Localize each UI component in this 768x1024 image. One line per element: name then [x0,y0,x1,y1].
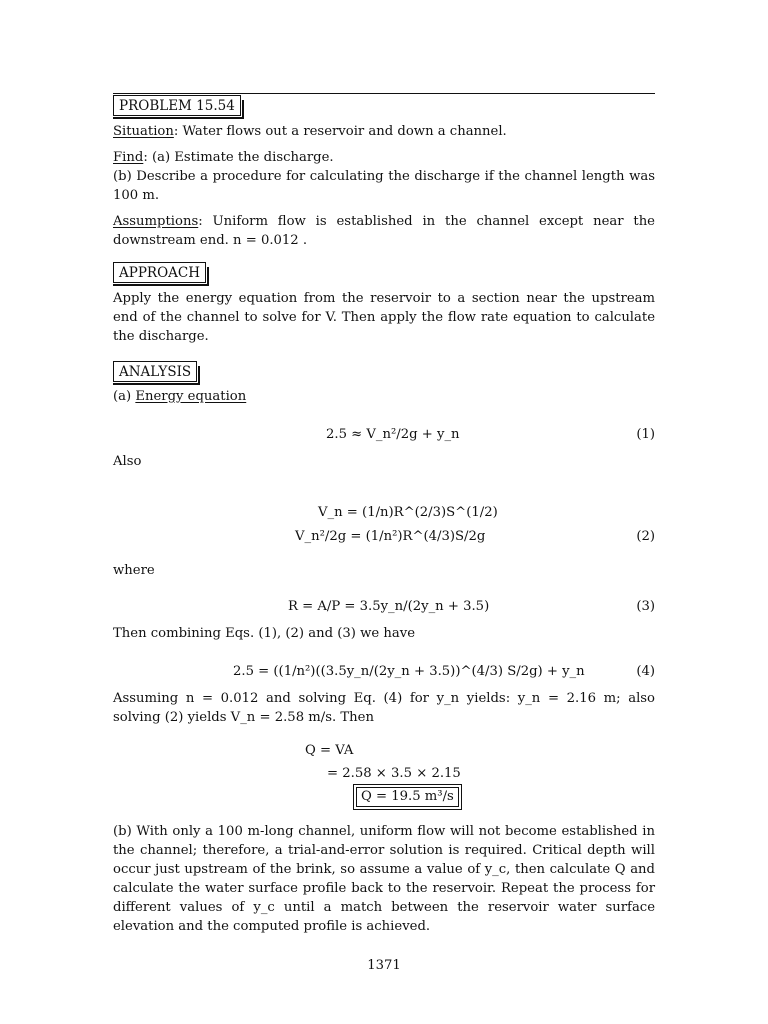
find-a-text: : (a) Estimate the discharge. [143,150,334,165]
equation-3: R = A/P = 3.5y_n/(2y_n + 3.5) [288,599,490,614]
where-text: where [113,563,155,578]
equation-2-number: (2) [636,529,655,544]
equation-4: 2.5 = ((1/n²)((3.5y_n/(2y_n + 3.5))^(4/3) S/2g) + y_n [233,664,585,679]
part-b-text: (b) With only a 100 m-long channel, uniform flow will not become established in the channel; therefore, a trial-and-error solution is required. Critical depth will occur just upstream of the brink, so assume a value of y_c, then calculate Q and calculate the water surface profile back to the reservoir. Repeat the process for different values of y_c until a match between the reservoir water surface elevation and the computed profile is achieved. [113,824,655,934]
solving-text: Assuming n = 0.012 and solving Eq. (4) for y_n yields: y_n = 2.16 m; also solving (2) yields V_n = 2.58 m/s. Then [113,691,655,725]
assumptions-text: : Uniform flow is established in the channel except near the downstream end. n = 0.012 . [113,214,655,248]
analysis-heading [113,361,197,382]
result-box [356,787,459,807]
discharge-result: Q = 19.5 m³/s [361,789,454,804]
equation-1-number: (1) [636,427,655,442]
also-text: Also [113,454,142,469]
flow-equation-2: = 2.58 × 3.5 × 2.15 [327,766,461,781]
part-a-heading [113,387,246,406]
problem-heading [113,95,241,116]
situation-text: : Water flows out a reservoir and down a channel. [173,124,507,139]
equation-2b: V_n²/2g = (1/n²)R^(4/3)S/2g [295,529,486,544]
approach-heading [113,262,206,283]
flow-equation-1: Q = VA [305,743,354,758]
equation-2a: V_n = (1/n)R^(2/3)S^(1/2) [318,505,498,520]
part-a-label: Energy equation [135,389,247,404]
top-rule [113,93,655,94]
situation-line [113,122,507,141]
problem-title: PROBLEM 15.54 [119,98,235,114]
find-label: Find [113,150,144,165]
equation-4-number: (4) [636,664,655,679]
find-b-text: (b) Describe a procedure for calculating the discharge if the channel length was 100 m. [113,169,655,203]
page-number: 1371 [367,958,401,973]
part-a-prefix: (a) [113,389,136,404]
assumptions-paragraph [113,212,655,250]
analysis-title: ANALYSIS [119,364,192,380]
approach-title: APPROACH [119,265,200,281]
situation-label: Situation [113,124,174,139]
approach-text: Apply the energy equation from the reservoir to a section near the upstream end of the channel to solve for V. Then apply the flow rate equation to calculate the discharge. [113,291,655,344]
equation-3-number: (3) [636,599,655,614]
find-line-a [113,148,334,167]
combining-text: Then combining Eqs. (1), (2) and (3) we have [113,626,416,641]
equation-1: 2.5 ≈ V_n²/2g + y_n [326,427,460,442]
assumptions-label: Assumptions [113,214,199,229]
